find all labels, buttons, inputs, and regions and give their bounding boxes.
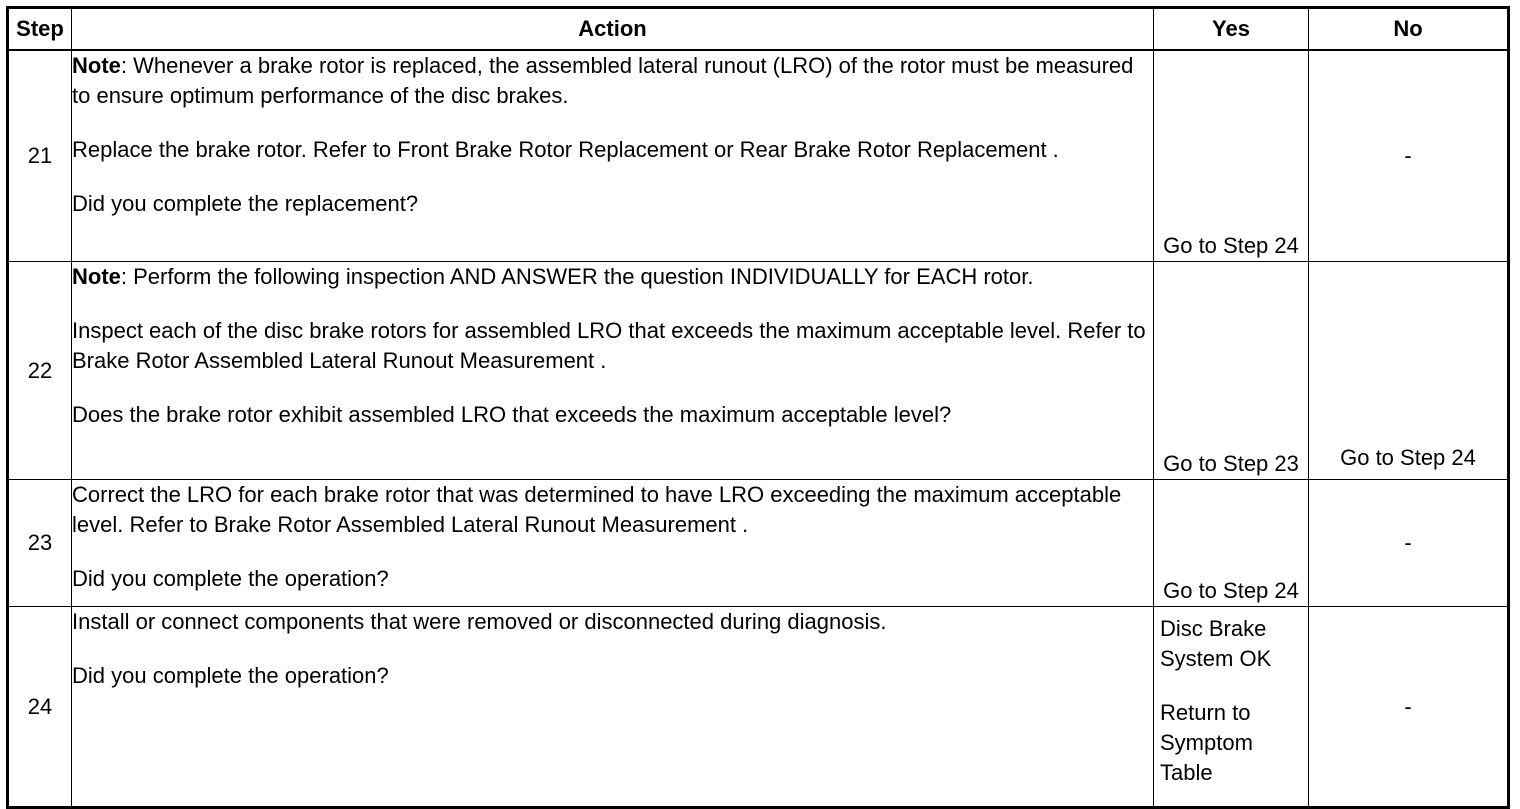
action-cell bbox=[72, 50, 1154, 262]
table-row bbox=[8, 50, 1509, 262]
action-cell bbox=[72, 480, 1154, 607]
yes-outcome-line: Disc Brake System OK bbox=[1160, 616, 1272, 671]
note-label: Note bbox=[72, 264, 121, 289]
table-row bbox=[8, 262, 1509, 480]
yes-outcome bbox=[1154, 607, 1309, 808]
yes-outcome-line: Return to Symptom Table bbox=[1160, 700, 1253, 785]
note-text: : Whenever a brake rotor is replaced, the assembled lateral runout (LRO) of the rotor must be measured to ensure optimum performance of the disc brakes. bbox=[72, 53, 1134, 108]
step-number: 24 bbox=[8, 607, 72, 808]
instruction-text: Replace the brake rotor. Refer to Front Brake Rotor Replacement or Rear Brake Rotor Replacement . bbox=[72, 137, 1059, 162]
table-header-row bbox=[8, 8, 1509, 51]
no-outcome: - bbox=[1309, 480, 1509, 607]
instruction-text: Correct the LRO for each brake rotor that was determined to have LRO exceeding the maximum acceptable level. Refer to Brake Rotor Assembled Lateral Runout Measurement . bbox=[72, 482, 1122, 537]
header-no: No bbox=[1309, 8, 1509, 51]
note-paragraph bbox=[72, 51, 1153, 111]
instruction-text: Install or connect components that were removed or disconnected during diagnosis. bbox=[72, 609, 887, 634]
yes-outcome: Go to Step 23 bbox=[1154, 262, 1309, 480]
question-text: Did you complete the operation? bbox=[72, 663, 389, 688]
header-action: Action bbox=[72, 8, 1154, 51]
instruction-text: Inspect each of the disc brake rotors for assembled LRO that exceeds the maximum acceptable level. Refer to Brake Rotor Assembled Lateral Runout Measurement . bbox=[72, 318, 1146, 373]
note-label: Note bbox=[72, 53, 121, 78]
note-paragraph bbox=[72, 262, 1153, 292]
diagnostic-table bbox=[6, 6, 1510, 809]
no-outcome: - bbox=[1309, 607, 1509, 808]
step-number: 22 bbox=[8, 262, 72, 480]
note-text: : Perform the following inspection AND ANSWER the question INDIVIDUALLY for EACH rotor. bbox=[120, 264, 1034, 289]
action-cell bbox=[72, 262, 1154, 480]
question-text: Did you complete the operation? bbox=[72, 566, 389, 591]
header-yes: Yes bbox=[1154, 8, 1309, 51]
question-text: Does the brake rotor exhibit assembled LRO that exceeds the maximum acceptable level? bbox=[72, 402, 952, 427]
table-row bbox=[8, 480, 1509, 607]
action-cell bbox=[72, 607, 1154, 808]
question-text: Did you complete the replacement? bbox=[72, 191, 419, 216]
no-outcome: - bbox=[1309, 50, 1509, 262]
step-number: 21 bbox=[8, 50, 72, 262]
header-step: Step bbox=[8, 8, 72, 51]
yes-outcome: Go to Step 24 bbox=[1154, 480, 1309, 607]
yes-outcome: Go to Step 24 bbox=[1154, 50, 1309, 262]
step-number: 23 bbox=[8, 480, 72, 607]
no-outcome: Go to Step 24 bbox=[1309, 262, 1509, 480]
table-row bbox=[8, 607, 1509, 808]
